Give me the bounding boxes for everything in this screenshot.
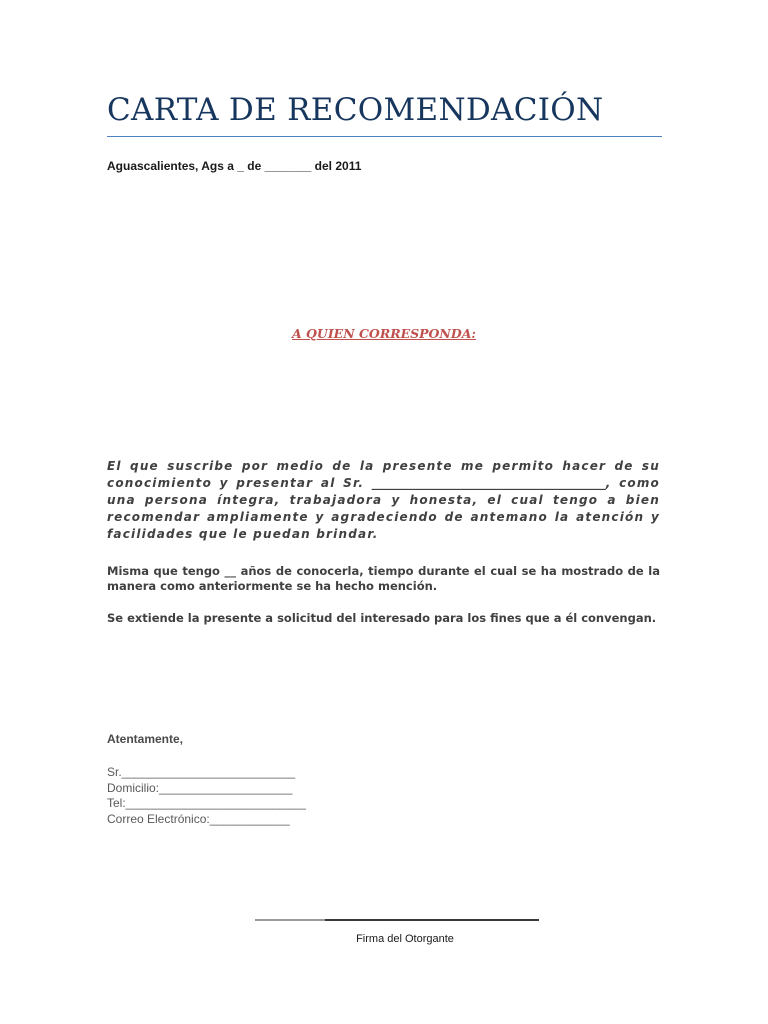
name-blank-line: _______________________________________ [371, 476, 606, 490]
document-title: CARTA DE RECOMENDACIÓN [107, 92, 604, 128]
salutation: A QUIEN CORRESPONDA: [291, 326, 477, 341]
contact-field-name: Sr.__________________________ [107, 765, 296, 779]
contact-fields-list [107, 765, 306, 827]
body-paragraph-1 [107, 458, 660, 543]
signature-label: Firma del Otorgante [356, 933, 454, 945]
body-paragraph-3: Se extiende la presente a solicitud del interesado para los fines que a él convengan. [107, 611, 657, 625]
paragraph-1-text-end: , como una persona íntegra, trabajadora y honesta, el cual tengo a bien recomendar ampliamente y agradeciendo de antemano la atención y facilidades que le puedan brindar. [107, 476, 661, 541]
contact-field-phone: Tel:___________________________ [107, 796, 306, 810]
date-line: Aguascalientes, Ags a _ de _______ del 2011 [107, 159, 362, 173]
contact-field-email: Correo Electrónico:____________ [107, 811, 290, 826]
closing-text: Atentamente, [107, 732, 184, 746]
signature-line [255, 919, 539, 921]
contact-field-address: Domicilio:____________________ [107, 780, 293, 795]
paragraph-1-text-start: El que suscribe por medio de la presente me permito hacer de su conocimiento y presentar al Sr. [107, 459, 660, 490]
body-paragraph-2: Misma que tengo __ años de conocerla, tiempo durante el cual se ha mostrado de la manera como anteriormente se ha hecho mención. [107, 564, 660, 593]
title-underline-rule [107, 136, 662, 137]
